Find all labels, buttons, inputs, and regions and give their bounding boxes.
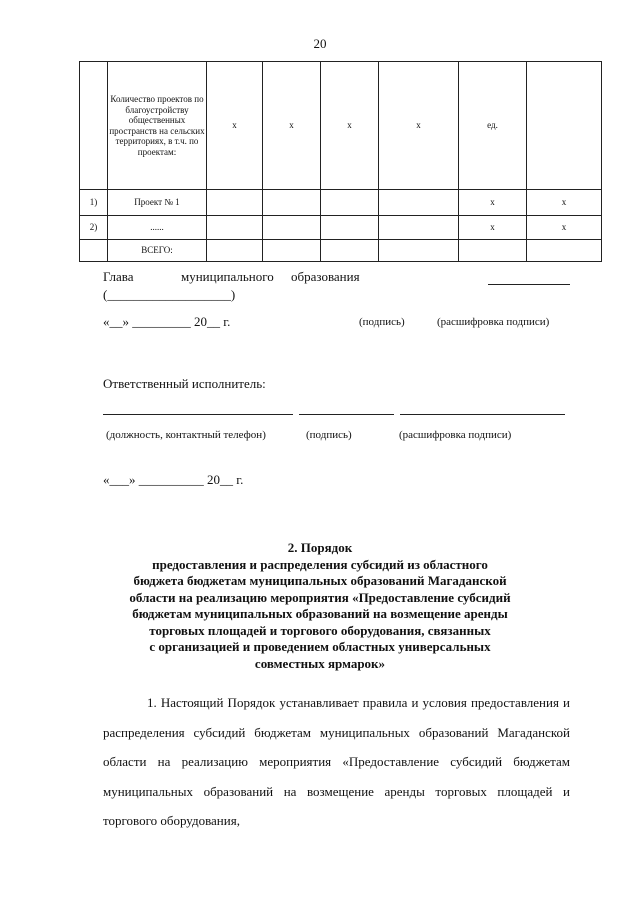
table-cell (263, 240, 321, 262)
table-cell (379, 216, 459, 240)
projects-table (79, 61, 602, 262)
executor-position-caption: (должность, контактный телефон) (106, 429, 266, 441)
head-title-word-2: муниципального (181, 269, 274, 284)
table-row-label: ВСЕГО: (108, 240, 207, 262)
table-cell (379, 190, 459, 216)
section-title-line: торговых площадей и торгового оборудования, связанных (149, 622, 491, 638)
head-signature-line (488, 284, 570, 285)
table-row (80, 190, 602, 216)
section-title-line: 2. Порядок (287, 540, 353, 555)
table-cell: x (321, 62, 379, 190)
table-cell: x (379, 62, 459, 190)
table-cell: x (207, 62, 263, 190)
body-paragraph (103, 688, 570, 836)
table-cell: x (459, 216, 527, 240)
table-cell (527, 62, 602, 190)
section-title-line: области на реализацию мероприятия «Предоставление субсидий (129, 589, 511, 605)
table-row (80, 62, 602, 190)
table-cell: ед. (459, 62, 527, 190)
executor-date-line: «___» __________ 20__ г. (103, 472, 244, 487)
section-title-line: бюджета бюджетам муниципальных образований Магаданской (133, 573, 507, 588)
executor-decoding-caption: (расшифровка подписи) (399, 429, 512, 441)
table-cell (527, 240, 602, 262)
table-row-label: Количество проектов по благоустройству общественных пространств на сельских территориях, в т.ч. по проектам: (108, 62, 207, 190)
table-cell (321, 240, 379, 262)
table-cell (379, 240, 459, 262)
head-date-line: «__» _________ 20__ г. (103, 314, 231, 329)
executor-position-line (103, 414, 293, 415)
paragraph-text: 1. Настоящий Порядок устанавливает правила и условия предоставления и распределения субсидий бюджетам муниципальных образований Магаданской области на реализацию мероприятия «Предоставление субсидий бюджетам муниципальных образований на возмещение аренды торговых площадей и торгового оборудования, (103, 695, 570, 828)
table-cell (263, 190, 321, 216)
section-title-line: предоставления и распределения субсидий из областного (152, 556, 488, 572)
table-cell (321, 216, 379, 240)
table-cell (80, 240, 108, 262)
executor-signature-line (299, 414, 394, 415)
section-title-line: совместных ярмарок» (254, 655, 386, 671)
head-signature-caption: (подпись) (359, 316, 405, 328)
executor-signature-caption: (подпись) (306, 429, 352, 441)
table-cell: x (527, 216, 602, 240)
table-cell (80, 62, 108, 190)
table-cell (207, 190, 263, 216)
table-cell: x (459, 190, 527, 216)
executor-decoding-line (400, 414, 565, 415)
table-cell (459, 240, 527, 262)
table-cell: x (263, 62, 321, 190)
head-title-word-3: образования (291, 269, 360, 284)
page-number: 20 (313, 36, 327, 51)
table-cell: x (527, 190, 602, 216)
section-title-line: с организацией и проведением областных универсальных (149, 639, 491, 654)
table-cell (263, 216, 321, 240)
executor-label: Ответственный исполнитель: (103, 376, 266, 391)
table-cell (207, 240, 263, 262)
table-row (80, 240, 602, 262)
head-title-word-1: Глава (103, 269, 134, 284)
section-heading (90, 540, 550, 672)
section-title-line: бюджетам муниципальных образований на возмещение аренды (132, 606, 508, 621)
table-row (80, 216, 602, 240)
table-cell (321, 190, 379, 216)
table-row-label: Проект № 1 (108, 190, 207, 216)
table-cell: 2) (80, 216, 108, 240)
table-row-label: ...... (108, 216, 207, 240)
head-name-field: (___________________) (103, 287, 236, 302)
table-cell: 1) (80, 190, 108, 216)
head-decoding-caption: (расшифровка подписи) (437, 316, 550, 328)
table-cell (207, 216, 263, 240)
